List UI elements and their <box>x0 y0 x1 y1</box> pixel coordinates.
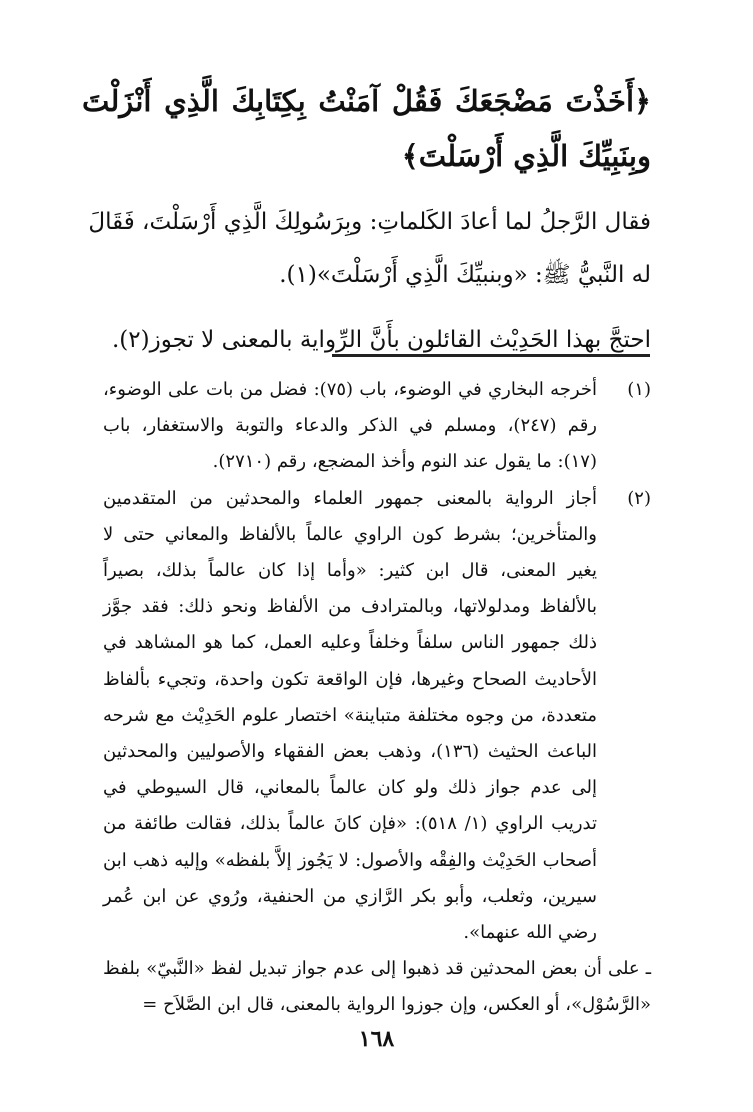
hadith-verse: ﴿أَخَذْتَ مَضْجَعَكَ فَقُلْ آمَنْتُ بِكِتَابِكَ الَّذِي أَنْزَلْتَ وبِنَبِيِّكَ الَّذِي أَرْسَلْتَ﴾ <box>82 84 651 173</box>
footnotes-section <box>103 372 651 1024</box>
footnote-text: أخرجه البخاري في الوضوء، باب (٧٥): فضل من بات على الوضوء، رقم (٢٤٧)، ومسلم في الذكر والدعاء والتوبة والاستغفار، باب (١٧): ما يقول عند النوم وأخذ المضجع، رقم (٢٧١٠). <box>103 379 597 473</box>
argument-paragraph: احتجَّ بهذا الحَدِيْث القائلون بأَنَّ الرِّواية بالمعنى لا تجوز(٢). <box>111 327 651 353</box>
footnote-divider <box>332 354 650 357</box>
footnote-number: (١) <box>627 379 651 400</box>
narration-paragraph: فقال الرَّجلُ لما أعادَ الكَلماتِ: وبِرَسُولِكَ الَّذِي أَرْسَلْتَ، فَقَالَ له النَّبيُّ ﷺ: «وبنبيِّكَ الَّذِي أَرْسَلْتَ»(١). <box>88 209 651 288</box>
footnote-text: أجاز الرواية بالمعنى جمهور العلماء والمحدثين من المتقدمين والمتأخرين؛ بشرط كون الراوي عالماً بالألفاظ والمعاني حتى لا يغير المعنى، قال ابن كثير: «وأما إذا كان عالماً بذلك، بصيراً بالألفاظ ومدلولاتها، وبالمترادف من الألفاظ ونحو ذلك: فقد جوَّز ذلك جمهور الناس سلفاً وخلفاً وعليه العمل، كما هو المشاهد في الأحاديث الصحاح وغيرها، فإن الواقعة تكون واحدة، وتجيء بألفاظ متعددة، من وجوه مختلفة متباينة» اختصار علوم الحَدِيْث مع شرحه الباعث الحثيث (١٣٦)، وذهب بعض الفقهاء والأصوليين والمحدثين إلى عدم جواز ذلك ولو كان عالماً بالمعاني، قال السيوطي في تدريب الراوي (١/ ٥١٨): «فإن كانَ عالماً بذلك، فقالت طائفة من أصحاب الحَدِيْث والفِقْه والأصول: لا يَجُوز إلاَّ بلفظه» وإليه ذهب ابن سيرين، وثعلب، وأبو بكر الرَّازي من الحنفية، ورُوي عن ابن عُمر رضي الله عنهما». <box>103 487 598 944</box>
footnote-number: (٢) <box>627 487 651 509</box>
footnote-continuation: ـ على أن بعض المحدثين قد ذهبوا إلى عدم جواز تبديل لفظ «النَّبيّ» بلفظ «الرَّسُوْل»، أو العكس، وإن جوزوا الرواية بالمعنى، قال ابن الصَّلاَح = <box>103 958 651 1016</box>
footnote-2 <box>103 481 651 952</box>
main-text <box>82 74 651 367</box>
footnote-1 <box>103 372 651 481</box>
page-number: ١٦٨ <box>358 1026 395 1052</box>
